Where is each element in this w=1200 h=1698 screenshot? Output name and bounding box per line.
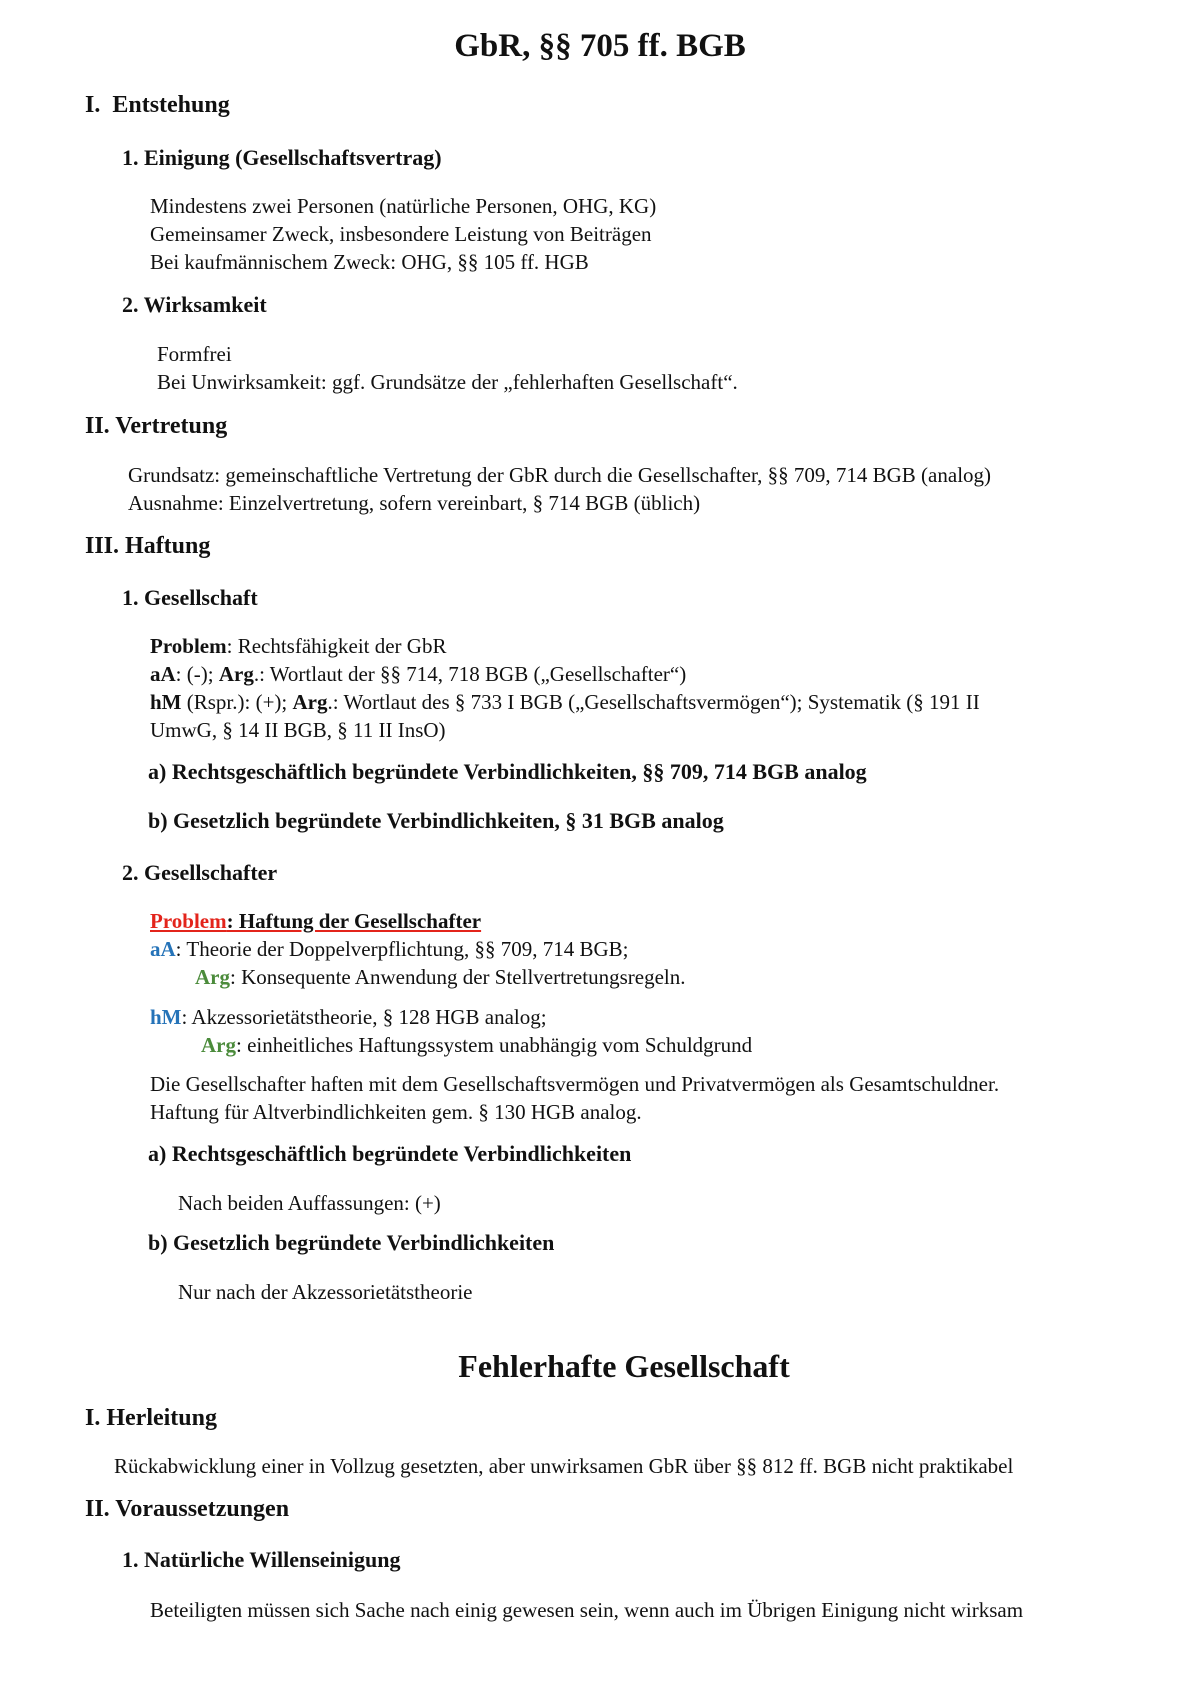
hm-text: : Akzessorietätstheorie, § 128 HGB analog; [181, 1005, 547, 1029]
text-line: Nach beiden Auffassungen: (+) [178, 1191, 441, 1215]
aa-label: aA [150, 662, 176, 686]
text-line: Mindestens zwei Personen (natürliche Personen, OHG, KG) [150, 194, 657, 218]
problem-label: Problem [150, 909, 227, 933]
aa-label: aA [150, 937, 176, 961]
section-heading-haftung: III. Haftung [85, 533, 211, 559]
subheading-gesellschafter: 2. Gesellschafter [122, 860, 278, 885]
section-heading-entstehung [85, 92, 230, 119]
arg-label: Arg [201, 1033, 236, 1057]
problem-text: : Rechtsfähigkeit der GbR [226, 634, 447, 658]
arg-text: : Konsequente Anwendung der Stellvertretungsregeln. [230, 965, 686, 989]
arg-text: .: Wortlaut der §§ 714, 718 BGB („Gesellschafter“) [253, 662, 687, 686]
subsubheading-a: a) Rechtsgeschäftlich begründete Verbindlichkeiten, §§ 709, 714 BGB analog [148, 759, 867, 784]
text-line: Haftung für Altverbindlichkeiten gem. § 130 HGB analog. [150, 1100, 642, 1124]
subsubheading-a: a) Rechtsgeschäftlich begründete Verbindlichkeiten [148, 1141, 632, 1166]
subsubheading-b: b) Gesetzlich begründete Verbindlichkeiten, § 31 BGB analog [148, 808, 724, 833]
problem-text: : Haftung der Gesellschafter [226, 909, 482, 933]
text-line: Formfrei [157, 342, 232, 366]
text-line: Rückabwicklung einer in Vollzug gesetzten, aber unwirksamen GbR über §§ 812 ff. BGB nicht praktikabel [114, 1454, 1014, 1478]
problem-line [150, 907, 481, 935]
document-title-2: Fehlerhafte Gesellschaft [458, 1348, 790, 1384]
subsubheading-b: b) Gesetzlich begründete Verbindlichkeiten [148, 1230, 555, 1255]
hm-label: hM [150, 1005, 182, 1029]
subheading-wirksamkeit: 2. Wirksamkeit [122, 292, 267, 317]
problem-label: Problem [150, 634, 227, 658]
text-line: Bei Unwirksamkeit: ggf. Grundsätze der „fehlerhaften Gesellschaft“. [157, 370, 738, 394]
subheading-gesellschaft: 1. Gesellschaft [122, 585, 258, 610]
section-heading-voraussetzungen: II. Voraussetzungen [85, 1496, 290, 1522]
text-line: Grundsatz: gemeinschaftliche Vertretung der GbR durch die Gesellschafter, §§ 709, 714 BGB (analog) [128, 463, 992, 487]
aa-text: : (-); [175, 662, 219, 686]
text-line: UmwG, § 14 II BGB, § 11 II InsO) [150, 718, 446, 742]
section-heading-vertretung: II. Vertretung [85, 413, 228, 439]
arg-line [201, 1031, 752, 1059]
hm-line [150, 688, 980, 716]
text-line: Beteiligten müssen sich Sache nach einig gewesen sein, wenn auch im Übrigen Einigung nicht wirksam [150, 1598, 1024, 1622]
aa-text: : Theorie der Doppelverpflichtung, §§ 709, 714 BGB; [175, 937, 629, 961]
hm-label: hM [150, 690, 182, 714]
problem-line [150, 632, 446, 660]
subheading-willenseinigung: 1. Natürliche Willenseinigung [122, 1547, 401, 1572]
text-line: Ausnahme: Einzelvertretung, sofern vereinbart, § 714 BGB (üblich) [128, 491, 701, 515]
text-line: Gemeinsamer Zweck, insbesondere Leistung von Beiträgen [150, 222, 652, 246]
arg-text: : einheitliches Haftungssystem unabhängig vom Schuldgrund [236, 1033, 753, 1057]
document-title: GbR, §§ 705 ff. BGB [454, 28, 746, 64]
aa-line [150, 660, 686, 688]
subheading-einigung: 1. Einigung (Gesellschaftsvertrag) [122, 145, 442, 170]
section-title: Entstehung [112, 92, 230, 118]
hm-line [150, 1003, 547, 1031]
text-line: Bei kaufmännischem Zweck: OHG, §§ 105 ff. HGB [150, 250, 589, 274]
hm-text: (Rspr.): (+); [181, 690, 293, 714]
arg-line [195, 963, 685, 991]
arg-label: Arg [218, 662, 254, 686]
section-number: I. [85, 92, 101, 118]
arg-label: Arg [292, 690, 328, 714]
text-line: Nur nach der Akzessorietätstheorie [178, 1280, 473, 1304]
text-line: Die Gesellschafter haften mit dem Gesellschaftsvermögen und Privatvermögen als Gesamtschuldner. [150, 1072, 1000, 1096]
aa-line [150, 935, 628, 963]
arg-label: Arg [195, 965, 230, 989]
section-heading-herleitung: I. Herleitung [85, 1405, 217, 1431]
arg-text: .: Wortlaut des § 733 I BGB („Gesellschaftsvermögen“); Systematik (§ 191 II [327, 690, 980, 714]
